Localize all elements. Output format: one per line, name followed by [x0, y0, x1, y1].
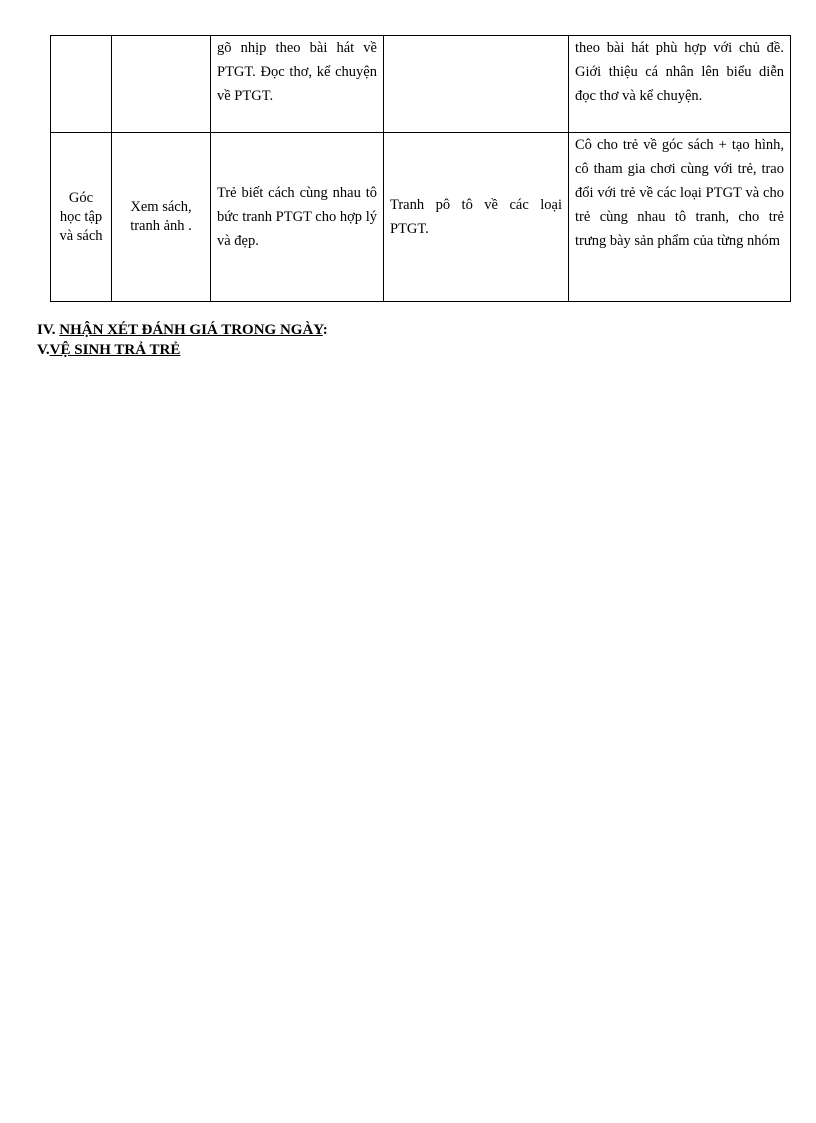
table-row: [51, 36, 791, 133]
corner-label-cell: Góc học tập và sách: [51, 133, 112, 302]
activity-content-cell: [112, 36, 211, 133]
table-row: [51, 133, 791, 302]
method-cell: theo bài hát phù hợp với chủ đề. Giới thiệu cá nhân lên biểu diễn đọc thơ và kể chuyện.: [569, 36, 791, 133]
method-cell: Cô cho trẻ về góc sách + tạo hình, cô tham gia chơi cùng với trẻ, trao đổi với trẻ về các loại PTGT và cho trẻ cùng nhau tô tranh, cho trẻ trưng bày sản phẩm của từng nhóm: [569, 133, 791, 302]
objective-cell: Trẻ biết cách cùng nhau tô bức tranh PTGT cho hợp lý và đẹp.: [211, 133, 384, 302]
activity-plan-table: [50, 35, 791, 302]
preparation-cell: Tranh pô tô về các loại PTGT.: [384, 133, 569, 302]
activity-content-cell: Xem sách, tranh ảnh .: [112, 133, 211, 302]
section-v-heading: [37, 340, 328, 360]
section-iv-title: NHẬN XÉT ĐÁNH GIÁ TRONG NGÀY: [59, 322, 323, 338]
section-iv-heading: [37, 320, 328, 340]
section-v-number: V.: [37, 342, 50, 358]
objective-cell: gõ nhịp theo bài hát về PTGT. Đọc thơ, kể chuyện về PTGT.: [211, 36, 384, 133]
section-headings: [37, 320, 328, 360]
corner-label-cell: [51, 36, 112, 133]
section-iv-suffix: :: [322, 322, 328, 338]
section-v-title: VỆ SINH TRẢ TRẺ: [49, 342, 181, 358]
section-iv-number: IV.: [37, 322, 56, 338]
preparation-cell: [384, 36, 569, 133]
